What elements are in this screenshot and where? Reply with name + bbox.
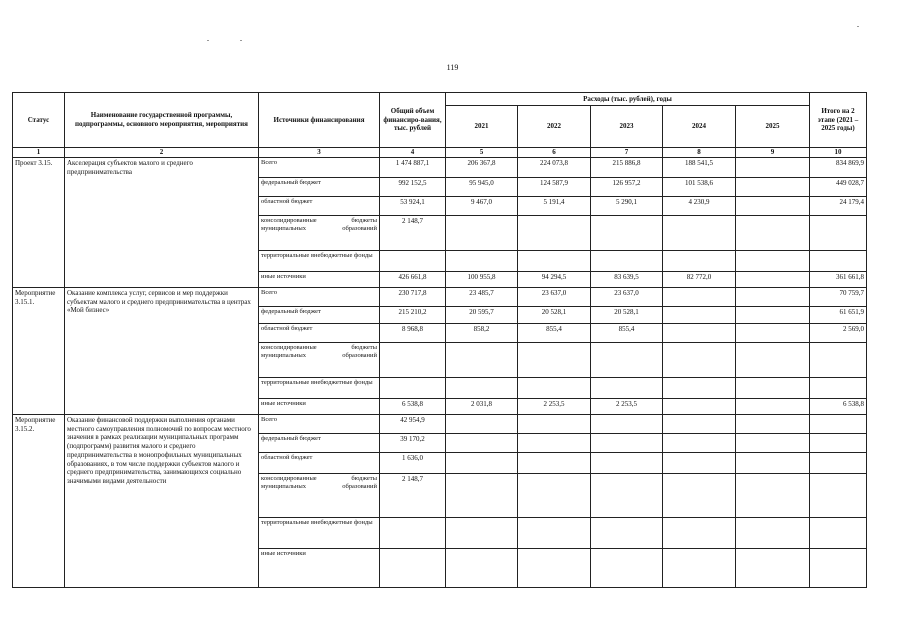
- year-value-cell: [736, 433, 810, 452]
- year-value-cell: [518, 548, 591, 587]
- stage-total-cell: 61 651,9: [810, 306, 867, 323]
- stage-total-cell: [810, 433, 867, 452]
- year-value-cell: [736, 548, 810, 587]
- year-value-cell: [736, 196, 810, 215]
- stage-total-cell: [810, 452, 867, 473]
- year-value-cell: 2 253,5: [518, 398, 591, 414]
- funding-source-cell: Всего: [259, 287, 380, 306]
- stage-total-cell: 361 661,8: [810, 271, 867, 287]
- year-value-cell: [446, 342, 518, 377]
- header-year: 2023: [591, 106, 663, 148]
- year-value-cell: [663, 306, 736, 323]
- measure-name-cell: Оказание комплекса услуг, сервисов и мер поддержки субъектам малого и среднего предпринимательства в центрах «Мой бизнес»: [65, 287, 259, 414]
- year-value-cell: [518, 473, 591, 517]
- year-value-cell: 95 945,0: [446, 177, 518, 196]
- year-value-cell: [736, 306, 810, 323]
- year-value-cell: 23 485,7: [446, 287, 518, 306]
- year-value-cell: 5 290,1: [591, 196, 663, 215]
- column-number: 8: [663, 148, 736, 158]
- year-value-cell: [591, 452, 663, 473]
- year-value-cell: [518, 342, 591, 377]
- funding-source-cell: иные источники: [259, 548, 380, 587]
- total-volume-cell: 2 148,7: [380, 473, 446, 517]
- stage-total-cell: [810, 342, 867, 377]
- year-value-cell: 215 886,8: [591, 157, 663, 177]
- header-expenses: Расходы (тыс. рублей), годы: [446, 93, 810, 106]
- year-value-cell: [591, 517, 663, 548]
- year-value-cell: [446, 433, 518, 452]
- year-value-cell: [736, 177, 810, 196]
- year-value-cell: 855,4: [518, 323, 591, 342]
- table-row: [13, 414, 867, 433]
- year-value-cell: [591, 473, 663, 517]
- funding-source-cell: областной бюджет: [259, 452, 380, 473]
- header-year: 2022: [518, 106, 591, 148]
- year-value-cell: [736, 323, 810, 342]
- year-value-cell: 23 637,0: [518, 287, 591, 306]
- scan-speck: [857, 26, 859, 27]
- funding-source-cell: Всего: [259, 157, 380, 177]
- stage-total-cell: 449 028,7: [810, 177, 867, 196]
- status-cell: Проект 3.15.: [13, 157, 65, 287]
- year-value-cell: 20 595,7: [446, 306, 518, 323]
- year-value-cell: [446, 215, 518, 250]
- year-value-cell: [663, 287, 736, 306]
- funding-source-cell: областной бюджет: [259, 323, 380, 342]
- status-cell: Мероприятие 3.15.1.: [13, 287, 65, 414]
- year-value-cell: [663, 398, 736, 414]
- year-value-cell: [736, 287, 810, 306]
- year-value-cell: [736, 452, 810, 473]
- year-value-cell: 855,4: [591, 323, 663, 342]
- total-volume-cell: 992 152,5: [380, 177, 446, 196]
- stage-total-cell: 834 869,9: [810, 157, 867, 177]
- header-sources: Источники финансирования: [259, 93, 380, 148]
- year-value-cell: 20 528,1: [518, 306, 591, 323]
- year-value-cell: [663, 414, 736, 433]
- total-volume-cell: [380, 517, 446, 548]
- budget-table: [12, 92, 867, 588]
- year-value-cell: [591, 250, 663, 271]
- column-number: 5: [446, 148, 518, 158]
- header-name: Наименование государственной программы, подпрограммы, основного мероприятия, мероприятия: [65, 93, 259, 148]
- year-value-cell: 206 367,8: [446, 157, 518, 177]
- year-value-cell: [663, 215, 736, 250]
- year-value-cell: 124 587,9: [518, 177, 591, 196]
- column-number: 1: [13, 148, 65, 158]
- year-value-cell: [663, 548, 736, 587]
- year-value-cell: [591, 342, 663, 377]
- year-value-cell: 126 957,2: [591, 177, 663, 196]
- total-volume-cell: 42 954,9: [380, 414, 446, 433]
- year-value-cell: [736, 398, 810, 414]
- year-value-cell: [518, 377, 591, 398]
- total-volume-cell: 8 968,8: [380, 323, 446, 342]
- funding-source-cell: областной бюджет: [259, 196, 380, 215]
- year-value-cell: [446, 473, 518, 517]
- funding-source-cell: консолидированные бюджеты муниципальных образований: [259, 215, 380, 250]
- year-value-cell: [518, 215, 591, 250]
- column-number: 10: [810, 148, 867, 158]
- column-number: 6: [518, 148, 591, 158]
- total-volume-cell: 230 717,8: [380, 287, 446, 306]
- stage-total-cell: 2 569,0: [810, 323, 867, 342]
- stage-total-cell: [810, 548, 867, 587]
- year-value-cell: 2 031,8: [446, 398, 518, 414]
- header-year: 2021: [446, 106, 518, 148]
- year-value-cell: 82 772,0: [663, 271, 736, 287]
- total-volume-cell: [380, 342, 446, 377]
- column-number: 7: [591, 148, 663, 158]
- year-value-cell: [663, 342, 736, 377]
- header-stage-total: Итого на 2 этапе (2021 – 2025 годы): [810, 93, 867, 148]
- stage-total-cell: [810, 414, 867, 433]
- year-value-cell: [663, 377, 736, 398]
- year-value-cell: [446, 250, 518, 271]
- year-value-cell: 5 191,4: [518, 196, 591, 215]
- scan-speck: [240, 40, 242, 41]
- year-value-cell: [736, 250, 810, 271]
- year-value-cell: [663, 323, 736, 342]
- year-value-cell: [446, 414, 518, 433]
- year-value-cell: [663, 473, 736, 517]
- stage-total-cell: [810, 473, 867, 517]
- year-value-cell: [591, 377, 663, 398]
- year-value-cell: 188 541,5: [663, 157, 736, 177]
- year-value-cell: 4 230,9: [663, 196, 736, 215]
- year-value-cell: [591, 433, 663, 452]
- total-volume-cell: 2 148,7: [380, 215, 446, 250]
- year-value-cell: 20 528,1: [591, 306, 663, 323]
- year-value-cell: 23 637,0: [591, 287, 663, 306]
- column-number: 9: [736, 148, 810, 158]
- year-value-cell: [446, 517, 518, 548]
- column-number: 3: [259, 148, 380, 158]
- total-volume-cell: [380, 548, 446, 587]
- funding-source-cell: федеральный бюджет: [259, 177, 380, 196]
- total-volume-cell: 215 210,2: [380, 306, 446, 323]
- year-value-cell: 9 467,0: [446, 196, 518, 215]
- funding-source-cell: Всего: [259, 414, 380, 433]
- measure-name-cell: Оказание финансовой поддержки выполнения органами местного самоуправления полномочий по вопросам местного значения в рамках реализации муниципальных программ (подпрограмм) развития малого и среднего предпринимательства в монопрофильных муниципальных образованиях, в том числе поддержки субъектов малого и среднего предпринимательства, занимающихся социально значимыми видами деятельности: [65, 414, 259, 587]
- year-value-cell: [518, 250, 591, 271]
- year-value-cell: 224 073,8: [518, 157, 591, 177]
- year-value-cell: [518, 452, 591, 473]
- year-value-cell: [736, 473, 810, 517]
- header-year: 2024: [663, 106, 736, 148]
- stage-total-cell: [810, 377, 867, 398]
- year-value-cell: [736, 157, 810, 177]
- stage-total-cell: [810, 517, 867, 548]
- funding-source-cell: консолидированные бюджеты муниципальных образований: [259, 473, 380, 517]
- year-value-cell: [736, 342, 810, 377]
- year-value-cell: 83 639,5: [591, 271, 663, 287]
- total-volume-cell: [380, 377, 446, 398]
- year-value-cell: 101 538,6: [663, 177, 736, 196]
- year-value-cell: [518, 433, 591, 452]
- year-value-cell: [736, 414, 810, 433]
- status-cell: Мероприятие 3.15.2.: [13, 414, 65, 587]
- total-volume-cell: [380, 250, 446, 271]
- year-value-cell: [446, 548, 518, 587]
- year-value-cell: [663, 517, 736, 548]
- total-volume-cell: 1 474 887,1: [380, 157, 446, 177]
- stage-total-cell: [810, 250, 867, 271]
- header-year: 2025: [736, 106, 810, 148]
- year-value-cell: [446, 452, 518, 473]
- funding-source-cell: федеральный бюджет: [259, 306, 380, 323]
- stage-total-cell: 70 759,7: [810, 287, 867, 306]
- total-volume-cell: 39 170,2: [380, 433, 446, 452]
- year-value-cell: [736, 377, 810, 398]
- year-value-cell: [518, 414, 591, 433]
- year-value-cell: [736, 271, 810, 287]
- year-value-cell: [591, 548, 663, 587]
- scan-speck: [207, 40, 209, 41]
- total-volume-cell: 426 661,8: [380, 271, 446, 287]
- year-value-cell: [591, 215, 663, 250]
- measure-name-cell: Акселерация субъектов малого и среднего предпринимательства: [65, 157, 259, 287]
- funding-source-cell: иные источники: [259, 398, 380, 414]
- year-value-cell: [518, 517, 591, 548]
- year-value-cell: 100 955,8: [446, 271, 518, 287]
- stage-total-cell: [810, 215, 867, 250]
- total-volume-cell: 6 538,8: [380, 398, 446, 414]
- column-number: 2: [65, 148, 259, 158]
- total-volume-cell: 1 636,0: [380, 452, 446, 473]
- funding-source-cell: консолидированные бюджеты муниципальных образований: [259, 342, 380, 377]
- funding-source-cell: территориальные внебюджетные фонды: [259, 517, 380, 548]
- year-value-cell: [591, 414, 663, 433]
- year-value-cell: [663, 250, 736, 271]
- stage-total-cell: 24 179,4: [810, 196, 867, 215]
- total-volume-cell: 53 924,1: [380, 196, 446, 215]
- funding-source-cell: федеральный бюджет: [259, 433, 380, 452]
- year-value-cell: [736, 215, 810, 250]
- funding-source-cell: территориальные внебюджетные фонды: [259, 250, 380, 271]
- year-value-cell: 94 294,5: [518, 271, 591, 287]
- year-value-cell: [736, 517, 810, 548]
- header-status: Статус: [13, 93, 65, 148]
- stage-total-cell: 6 538,8: [810, 398, 867, 414]
- column-number: 4: [380, 148, 446, 158]
- year-value-cell: 2 253,5: [591, 398, 663, 414]
- funding-source-cell: иные источники: [259, 271, 380, 287]
- page-number: 119: [446, 63, 459, 72]
- funding-source-cell: территориальные внебюджетные фонды: [259, 377, 380, 398]
- header-total-volume: Общий объем финансиро-вания, тыс. рублей: [380, 93, 446, 148]
- table-row: [13, 157, 867, 177]
- year-value-cell: [663, 452, 736, 473]
- year-value-cell: 858,2: [446, 323, 518, 342]
- table-row: [13, 287, 867, 306]
- year-value-cell: [663, 433, 736, 452]
- year-value-cell: [446, 377, 518, 398]
